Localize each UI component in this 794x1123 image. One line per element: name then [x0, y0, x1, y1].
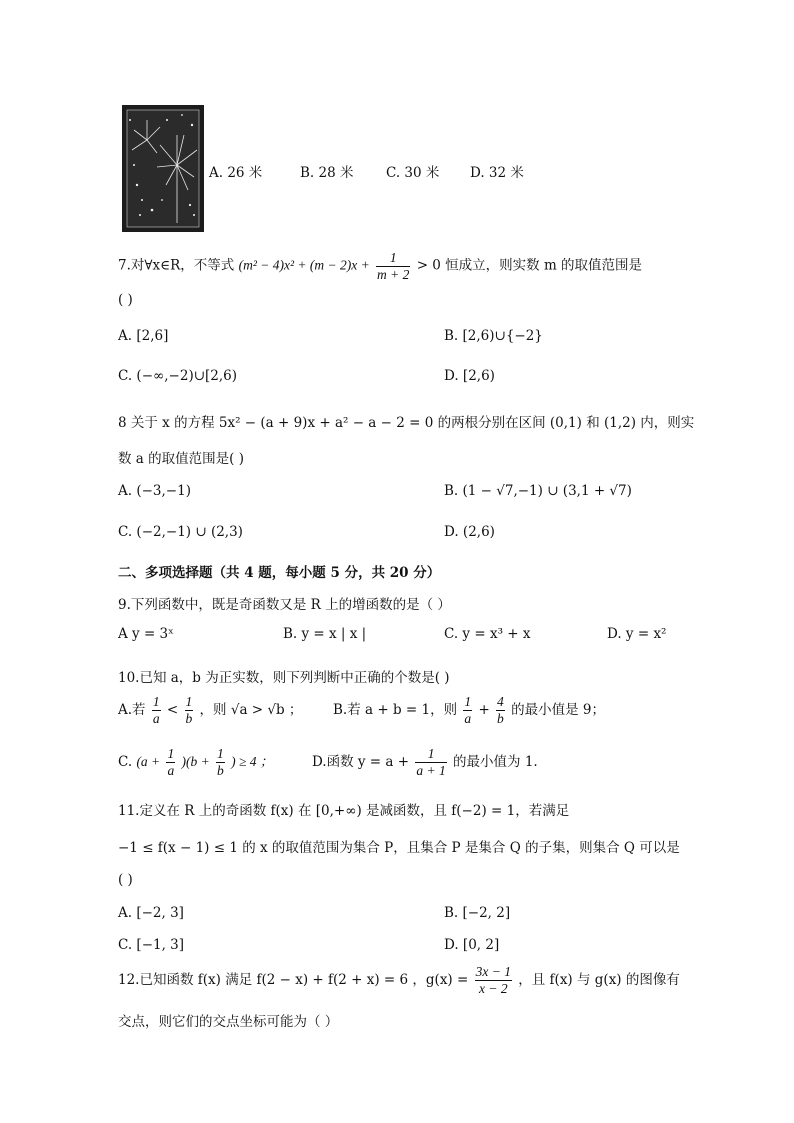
q10-frac-c1: $\frac{1}{a}$ [167, 746, 175, 778]
q9-option-a: A y = 3ˣ [118, 626, 174, 642]
q8-line2: 数 a 的取值范围是( ) [118, 451, 244, 467]
q10-b-post: 的最小值是 9； [511, 702, 605, 718]
q9-option-c: C. y = x³ + x [444, 626, 531, 642]
q12-post: ，且 f(x) 与 g(x) 的图像有 [518, 972, 680, 988]
q10-d-pre: D.函数 y = a + [311, 754, 410, 770]
q6-option-d: D. 32 米 [470, 165, 524, 181]
q8-line1: 8 关于 x 的方程 5x² − (a + 9)x + a² − a − 2 = 0 的两根分别在区间 (0,1) 和 (1,2) 内，则实 [118, 415, 695, 431]
q11-option-d: D. [0, 2] [444, 937, 500, 953]
q12-pre: 12.已知函数 f(x) 满足 f(2 − x) + f(2 + x) = 6 ，g(x) = [118, 972, 469, 988]
q10-frac-1a-b: $\frac{1}{a}$ [464, 694, 472, 726]
q11-paren: ( ) [118, 872, 133, 888]
q8-option-d: D. (2,6) [444, 524, 495, 540]
q8-option-a: A. (−3,−1) [118, 483, 191, 499]
q10-frac-c2: $\frac{1}{b}$ [217, 746, 224, 778]
q9-option-b: B. y = x | x | [283, 626, 367, 642]
q7-paren: ( ) [118, 292, 133, 308]
q7-option-c: C. (−∞,−2)∪[2,6) [118, 368, 238, 384]
q6-option-b: B. 28 米 [300, 165, 354, 181]
q10-frac-d: $\frac{1}{a + 1}$ [416, 746, 446, 778]
q9-stem: 9.下列函数中，既是奇函数又是 R 上的增函数的是（ ） [118, 597, 451, 613]
q9-option-d: D. y = x² [607, 626, 667, 642]
q11-option-b: B. [−2, 2] [444, 905, 511, 921]
q7-stem [118, 250, 642, 282]
q10-a-mid: < [166, 702, 179, 718]
q10-c-pre: C. [118, 754, 133, 770]
q7-option-d: D. [2,6) [444, 368, 495, 384]
q8-option-c: C. (−2,−1) ∪ (2,3) [118, 524, 243, 540]
q10-a-post: ，则 √a > √b ； [199, 702, 303, 718]
q12-stem [118, 958, 680, 1002]
q10-options-cd [118, 742, 538, 782]
q11-line2: −1 ≤ f(x − 1) ≤ 1 的 x 的取值范围为集合 P，且集合 P 是集合 Q 的子集，则集合 Q 可以是 [118, 840, 680, 856]
q7-text-a: 7.对∀x∈R，不等式 [118, 257, 235, 274]
q10-frac-1a: $\frac{1}{a}$ [152, 694, 160, 726]
q7-fraction: $\frac{1}{m + 2}$ [377, 250, 410, 282]
q10-stem: 10.已知 a，b 为正实数，则下列判断中正确的个数是( ) [118, 670, 450, 686]
q6-option-a: A. 26 米 [209, 165, 263, 181]
q7-option-b: B. [2,6)∪{−2} [444, 328, 543, 344]
q10-d-post: 的最小值为 1. [453, 754, 538, 770]
q7-text-b: > 0 恒成立，则实数 m 的取值范围是 [416, 257, 643, 274]
q7-expression: (m² − 4)x² + (m − 2)x + [238, 257, 370, 273]
fireworks-photo-icon [122, 105, 204, 232]
q10-c-post: ) ≥ 4 ； [231, 754, 274, 769]
q11-option-c: C. [−1, 3] [118, 937, 185, 953]
q6-option-c: C. 30 米 [386, 165, 440, 181]
q11-option-a: A. [−2, 3] [118, 905, 184, 921]
q10-c-expr2: )(b + [181, 754, 210, 769]
q10-a-pre: A.若 [118, 702, 146, 718]
q10-b-pre: B.若 a + b = 1，则 [333, 702, 458, 718]
q10-c-expr1: (a + [136, 754, 161, 769]
q8-option-b: B. (1 − √7,−1) ∪ (3,1 + √7) [444, 483, 632, 499]
q10-frac-4b: $\frac{4}{b}$ [497, 694, 504, 726]
q10-options-ab [118, 692, 605, 728]
q12-fraction: $\frac{3x - 1}{x - 2}$ [475, 964, 511, 996]
q10-frac-1b: $\frac{1}{b}$ [185, 694, 193, 726]
q11-line1: 11.定义在 R 上的奇函数 f(x) 在 [0,+∞) 是减函数，且 f(−2) = 1，若满足 [118, 803, 570, 819]
q12-line2: 交点，则它们的交点坐标可能为（ ） [118, 1014, 339, 1030]
section-2-title: 二、多项选择题（共 4 题，每小题 5 分，共 20 分） [118, 565, 441, 581]
q10-b-plus: + [478, 702, 490, 718]
q7-option-a: A. [2,6] [118, 328, 169, 344]
